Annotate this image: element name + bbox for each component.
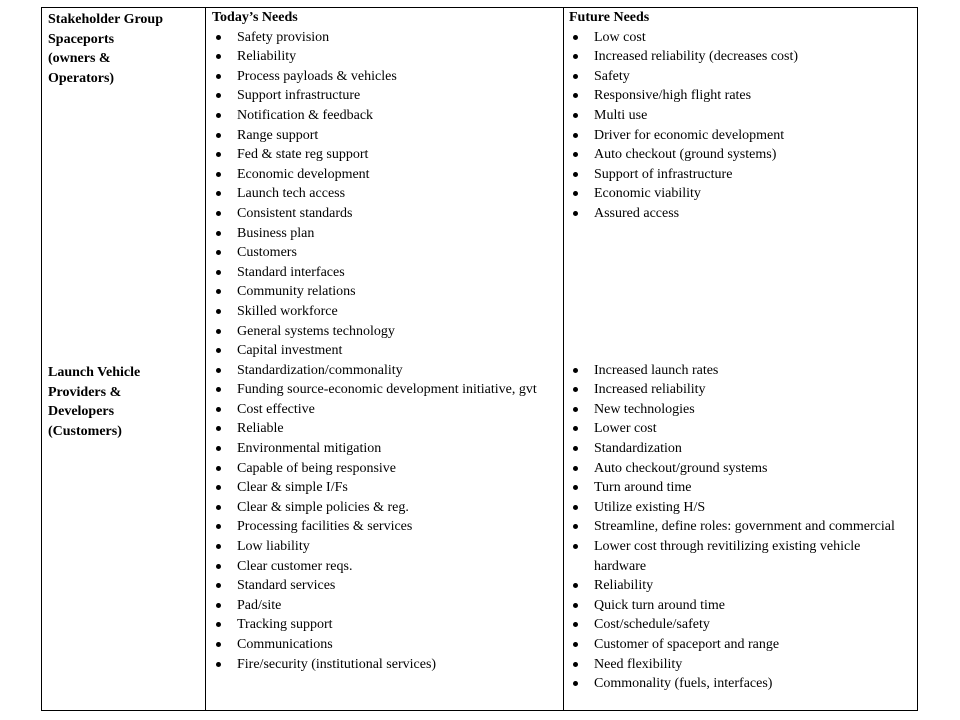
bullet-icon [216,642,221,647]
list-item-text: Lower cost [594,421,657,437]
list-item [569,380,914,400]
column-divider [563,8,564,710]
bullet-icon [573,152,578,157]
list-item-text: Tracking support [237,617,333,633]
list-item [212,263,562,283]
bullet-icon [216,505,221,510]
bullet-icon [573,74,578,79]
list-item [212,145,562,165]
bullet-icon [573,642,578,647]
list-item [212,576,562,596]
list-item-text: Capital investment [237,343,343,359]
list-item [212,517,562,537]
list-item-text: New technologies [594,401,695,417]
future-needs-column [569,8,914,694]
list-item-text: Standardization [594,441,682,457]
list-item [569,498,914,518]
list-item [212,498,562,518]
bullet-icon [216,270,221,275]
bullet-icon [573,505,578,510]
list-item [569,537,914,576]
future-needs-list [569,28,914,694]
list-item-text: Skilled workforce [237,303,338,319]
list-item-text: Support infrastructure [237,88,361,104]
list-item [569,204,914,224]
stakeholder-launch-vehicle: Launch Vehicle Providers & Developers (Customers) [48,365,141,439]
list-item-text: Quick turn around time [594,597,726,613]
list-item-text: Increased reliability [594,382,706,398]
list-item [212,165,562,185]
future-needs-header: Future Needs [569,10,650,25]
bullet-icon [216,289,221,294]
list-item-text: Fed & state reg support [237,147,369,163]
bullet-icon [216,54,221,59]
bullet-icon [216,133,221,138]
bullet-icon [216,387,221,392]
bullet-icon [216,524,221,529]
bullet-icon [216,662,221,667]
list-item [569,400,914,420]
bullet-icon [216,544,221,549]
bullet-icon [216,74,221,79]
list-item-text: Clear & simple I/Fs [237,480,348,496]
list-item [569,635,914,655]
list-item-text: Economic viability [594,186,701,202]
list-item-text: Range support [237,127,319,143]
list-item-text: Fire/security (institutional services) [237,656,437,672]
list-item-text: Increased launch rates [594,362,719,378]
today-needs-column [212,8,562,674]
row-spacer [569,243,914,263]
list-item [212,282,562,302]
bullet-icon [573,583,578,588]
list-item-text: Need flexibility [594,656,683,672]
row-spacer [569,263,914,283]
list-item-text: General systems technology [237,323,395,339]
row-spacer [569,282,914,302]
today-needs-list [212,28,562,675]
list-item [212,341,562,361]
list-item-text: Commonality (fuels, interfaces) [594,676,773,692]
bullet-icon [573,387,578,392]
list-item [569,615,914,635]
list-item [212,224,562,244]
bullet-icon [573,368,578,373]
bullet-icon [216,231,221,236]
list-item [569,145,914,165]
list-item [212,28,562,48]
bullet-icon [573,93,578,98]
bullet-icon [573,191,578,196]
bullet-icon [216,485,221,490]
bullet-icon [216,113,221,118]
list-item-text: Funding source-economic development initiative, gvt [237,382,537,398]
bullet-icon [216,446,221,451]
list-item [569,596,914,616]
bullet-icon [216,564,221,569]
list-item [569,126,914,146]
stakeholder-needs-table [41,7,918,711]
list-item-text: Lower cost through revitilizing existing vehicle hardware [594,539,861,574]
list-item-text: Cost effective [237,401,315,417]
bullet-icon [573,426,578,431]
list-item [569,47,914,67]
list-item [212,459,562,479]
list-item-text: Processing facilities & services [237,519,413,535]
list-item-text: Assured access [594,205,680,221]
list-item [569,67,914,87]
list-item [212,419,562,439]
bullet-icon [216,152,221,157]
bullet-icon [216,603,221,608]
row-spacer [569,302,914,322]
list-item [569,459,914,479]
list-item [569,86,914,106]
bullet-icon [216,426,221,431]
list-item-text: Standard interfaces [237,264,345,280]
list-item-text: Customer of spaceport and range [594,637,780,652]
list-item [212,67,562,87]
list-item-text: Clear customer reqs. [237,558,353,574]
row-spacer [569,341,914,361]
list-item-text: Responsive/high flight rates [594,88,752,104]
list-item [569,517,914,537]
bullet-icon [216,172,221,177]
row-spacer [569,322,914,342]
bullet-icon [573,211,578,216]
list-item-text: Support of infrastructure [594,166,733,182]
list-item [212,126,562,146]
bullet-icon [573,35,578,40]
list-item [212,635,562,655]
list-item [569,576,914,596]
bullet-icon [573,662,578,667]
list-item-text: Customers [237,245,297,261]
list-item-text: Auto checkout (ground systems) [594,147,777,163]
bullet-icon [573,603,578,608]
list-item-text: Community relations [237,284,356,300]
list-item-text: Standardization/commonality [237,362,403,378]
bullet-icon [216,368,221,373]
list-item [212,361,562,381]
list-item [212,184,562,204]
bullet-icon [573,113,578,118]
list-item-text: Consistent standards [237,205,353,221]
list-item-text: Launch tech access [237,186,346,202]
bullet-icon [573,133,578,138]
list-item [569,674,914,694]
stakeholder-spaceports: Stakeholder Group Spaceports (owners & Operators) [48,12,164,86]
list-item [569,419,914,439]
list-item-text: Economic development [237,166,370,182]
bullet-icon [216,93,221,98]
list-item-text: Notification & feedback [237,107,374,123]
row-spacer [569,224,914,244]
bullet-icon [573,544,578,549]
bullet-icon [216,622,221,627]
list-item-text: Streamline, define roles: government and commercial [594,519,895,535]
list-item-text: Auto checkout/ground systems [594,460,768,476]
list-item-text: Capable of being responsive [237,460,397,476]
list-item [212,204,562,224]
bullet-icon [573,172,578,177]
list-item [212,537,562,557]
bullet-icon [216,191,221,196]
list-item [212,655,562,675]
bullet-icon [573,485,578,490]
list-item-text: Driver for economic development [594,127,785,143]
list-item [212,400,562,420]
bullet-icon [573,622,578,627]
list-item [212,478,562,498]
list-item [212,596,562,616]
bullet-icon [216,309,221,314]
bullet-icon [216,250,221,255]
list-item-text: Reliable [237,421,284,437]
list-item-text: Increased reliability (decreases cost) [594,49,799,65]
list-item [212,615,562,635]
list-item [212,47,562,67]
list-item-text: Turn around time [594,480,692,496]
list-item [212,243,562,263]
list-item [212,439,562,459]
list-item [569,478,914,498]
bullet-icon [573,54,578,59]
bullet-icon [216,466,221,471]
list-item-text: Reliability [237,49,297,65]
list-item [569,439,914,459]
bullet-icon [573,681,578,686]
list-item-text: Pad/site [237,597,282,613]
bullet-icon [573,446,578,451]
list-item-text: Business plan [237,225,315,241]
bullet-icon [573,407,578,412]
bullet-icon [573,466,578,471]
bullet-icon [216,211,221,216]
list-item [569,165,914,185]
bullet-icon [216,583,221,588]
today-needs-header: Today’s Needs [212,10,298,25]
list-item-text: Standard services [237,578,336,594]
list-item [212,557,562,577]
list-item-text: Environmental mitigation [237,441,382,457]
list-item [569,184,914,204]
list-item [569,28,914,48]
list-item-text: Utilize existing H/S [594,499,706,515]
list-item-text: Low cost [594,29,646,45]
list-item [569,106,914,126]
list-item [212,322,562,342]
list-item-text: Communications [237,637,333,652]
list-item [212,302,562,322]
bullet-icon [216,329,221,334]
list-item [212,106,562,126]
list-item [212,86,562,106]
list-item-text: Safety provision [237,29,330,45]
list-item [569,361,914,381]
list-item [569,655,914,675]
list-item-text: Reliability [594,578,654,594]
bullet-icon [216,35,221,40]
list-item-text: Multi use [594,107,648,123]
list-item-text: Low liability [237,539,310,555]
list-item-text: Cost/schedule/safety [594,617,710,633]
list-item-text: Safety [594,68,630,84]
list-item [212,380,562,400]
list-item-text: Process payloads & vehicles [237,68,397,84]
column-divider [205,8,206,710]
list-item-text: Clear & simple policies & reg. [237,499,409,515]
bullet-icon [216,348,221,353]
bullet-icon [216,407,221,412]
bullet-icon [573,524,578,529]
